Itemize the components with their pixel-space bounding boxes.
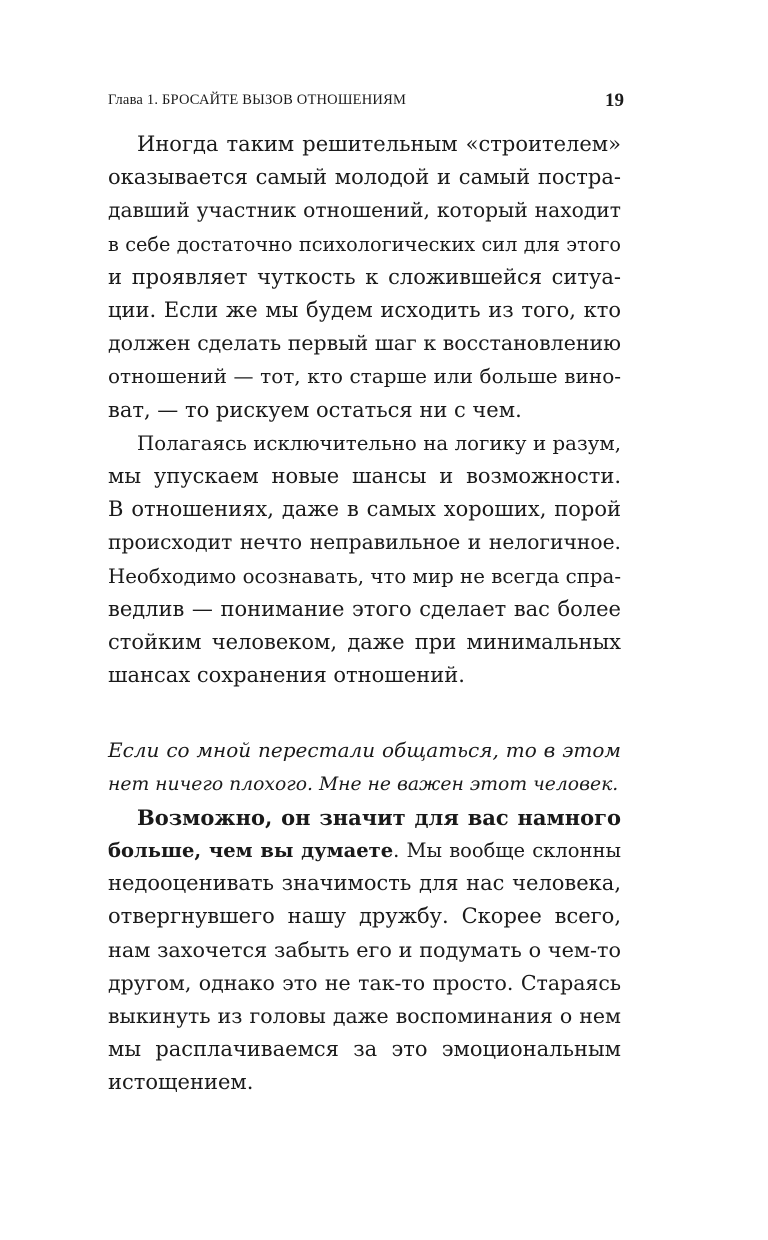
bold-phrase: больше, чем вы думаете [108, 839, 394, 863]
text-line: в себе достаточно психологических сил для этого [108, 232, 621, 256]
text-line: должен сделать первый шаг к восстановлению [108, 331, 621, 356]
paragraph-2 [108, 427, 621, 693]
text-line: отвергнувшего нашу дружбу. Скорее всего, [108, 904, 621, 929]
italic-line: Если со мной перестали общаться, то в этом [108, 738, 621, 763]
text-line: отношений — тот, кто старше или больше вино- [108, 364, 621, 389]
paragraph-1 [108, 128, 621, 427]
page-body [108, 128, 621, 1100]
text-line: ции. Если же мы будем исходить из того, кто [108, 298, 621, 323]
italic-statement [108, 734, 621, 800]
text-line: оказывается самый молодой и самый постра- [108, 165, 621, 190]
text-line: Полагаясь исключительно на логику и разум, [137, 431, 621, 455]
text-line: нам захочется забыть его и подумать о чем-то [108, 937, 621, 962]
italic-line: нет ничего плохого. Мне не важен этот человек. [108, 773, 619, 795]
paragraph-3 [108, 801, 621, 1100]
page-header [108, 90, 624, 114]
bold-line: Возможно, он значит для вас намного [137, 804, 621, 830]
text-line: ват, — то рискуем остаться ни с чем. [108, 397, 522, 422]
text-line: Иногда таким решительным «строителем» [137, 132, 621, 156]
text-line: выкинуть из головы даже воспоминания о нем [108, 1004, 621, 1029]
text-line: другом, однако это не так-то просто. Стараясь [108, 970, 621, 995]
text-line: происходит нечто неправильное и нелогичное. [108, 530, 621, 555]
text-line: В отношениях, даже в самых хороших, порой [108, 497, 621, 522]
text-line: и проявляет чуткость к сложившейся ситуа- [108, 264, 621, 289]
page-number: 19 [605, 90, 624, 111]
text-line: стойким человеком, даже при минимальных [108, 630, 621, 655]
text-line: давший участник отношений, который находит [108, 198, 621, 223]
running-head: Глава 1. БРОСАЙТЕ ВЫЗОВ ОТНОШЕНИЯМ [108, 92, 407, 108]
text-line: Необходимо осознавать, что мир не всегда спра- [108, 564, 621, 588]
text-line: истощением. [108, 1070, 254, 1095]
mixed-line [108, 834, 621, 867]
text-line: ведлив — понимание этого сделает вас более [108, 596, 621, 621]
text-phrase: . Мы вообще склонны [393, 839, 621, 863]
text-line: шансах сохранения отношений. [108, 663, 465, 688]
text-line: недооценивать значимость для нас человека, [108, 871, 621, 896]
text-line: мы упускаем новые шансы и возможности. [108, 464, 621, 489]
text-line: мы расплачиваемся за это эмоциональным [108, 1037, 621, 1062]
